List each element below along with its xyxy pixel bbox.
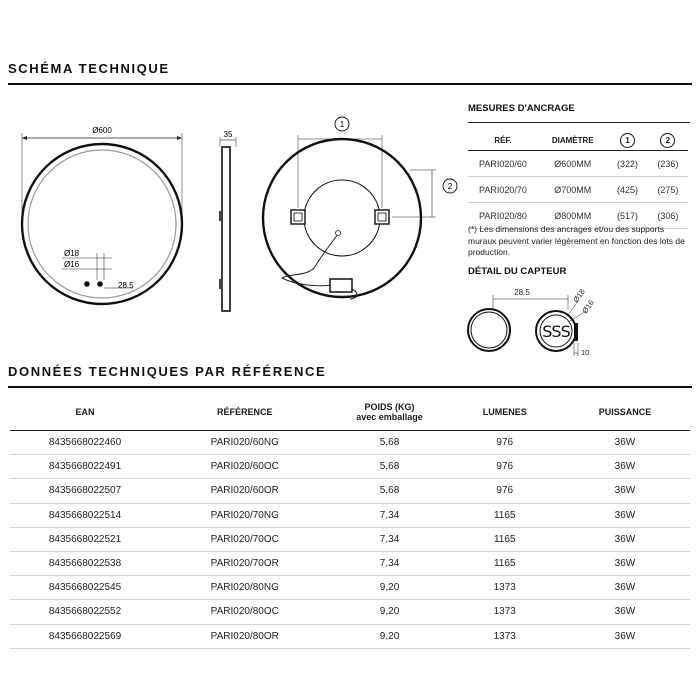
anchors-note: (*) Les dimensions des ancrages et/ou des supports muraux peuvent varier légèrement en fonction des lots de production.: [468, 224, 685, 257]
technical-drawing: [0, 95, 460, 335]
cell-weight: 9,20: [329, 576, 449, 600]
cell-lumens: 976: [450, 431, 560, 455]
hole-16-label: Ø16: [64, 260, 80, 269]
front-width-arrow-right: [177, 136, 182, 140]
cell-ean: 8435668022507: [10, 479, 160, 503]
cell-ref: PARI020/80NG: [160, 576, 329, 600]
cell-weight: 9,20: [329, 624, 449, 648]
table-row: [10, 527, 690, 551]
cell-ean: 8435668022569: [10, 624, 160, 648]
data-header-weight-line2: avec emballage: [356, 412, 423, 422]
data-table: [10, 394, 690, 649]
anchors-header-diameter: DIAMÈTRE: [538, 130, 607, 151]
sensor-width-label: 28.5: [514, 288, 530, 297]
sensor-ring-inner: [471, 312, 507, 348]
cell-lumens: 1373: [450, 576, 560, 600]
anchors-title: MESURES D'ANCRAGE: [468, 103, 575, 114]
anchors-row: [468, 151, 688, 177]
anchor-right-inner: [378, 213, 386, 221]
table-row: [10, 600, 690, 624]
side-clip-top: [219, 211, 222, 221]
table-row: [10, 431, 690, 455]
anchors-ref: PARI020/70: [468, 177, 538, 203]
cell-weight: 7,34: [329, 503, 449, 527]
data-header-ean: EAN: [10, 394, 160, 431]
data-title: DONNÉES TECHNIQUES PAR RÉFÉRENCE: [8, 364, 327, 379]
cell-power: 36W: [560, 624, 690, 648]
anchors-diameter: Ø800MM: [538, 203, 607, 229]
cell-lumens: 976: [450, 455, 560, 479]
sensor-offset-label: 28.5: [118, 281, 134, 290]
table-row: [10, 624, 690, 648]
sensor-drawing: [460, 283, 690, 363]
anchors-header-ref: RÉF.: [468, 130, 538, 151]
cell-ref: PARI020/80OR: [160, 624, 329, 648]
back-driver-box: [330, 279, 352, 292]
sensor-glyph: SSS: [542, 322, 570, 341]
cell-power: 36W: [560, 503, 690, 527]
sensor-ring-outer: [468, 309, 510, 351]
cell-ref: PARI020/60OR: [160, 479, 329, 503]
front-mirror-outer: [22, 144, 182, 304]
cell-ean: 8435668022460: [10, 431, 160, 455]
front-width-arrow-left: [22, 136, 27, 140]
anchors-header-col2: [648, 130, 688, 151]
data-header-weight: [329, 394, 449, 431]
back-mark-2-label: 2: [447, 182, 453, 191]
back-mirror-outer: [263, 139, 421, 297]
cell-ean: 8435668022545: [10, 576, 160, 600]
anchors-value-1: (517): [607, 203, 647, 229]
cell-lumens: 1373: [450, 600, 560, 624]
cell-weight: 5,68: [329, 431, 449, 455]
cell-ref: PARI020/70OC: [160, 527, 329, 551]
cell-weight: 5,68: [329, 455, 449, 479]
cell-power: 36W: [560, 527, 690, 551]
cell-lumens: 1165: [450, 503, 560, 527]
data-header-weight-line1: POIDS (KG): [364, 402, 415, 412]
sensor-dot-right: [97, 281, 103, 287]
data-header-ref: RÉFÉRENCE: [160, 394, 329, 431]
anchors-header-row: [468, 130, 688, 151]
hole-18-label: Ø18: [64, 249, 80, 258]
anchors-value-1: (425): [607, 177, 647, 203]
front-mirror-light-ring: [28, 150, 176, 298]
cell-lumens: 976: [450, 479, 560, 503]
back-center-disk: [304, 180, 380, 256]
sensor-depth-label: 10: [581, 348, 590, 357]
table-row: [10, 479, 690, 503]
cell-lumens: 1165: [450, 527, 560, 551]
back-cable-connector: [336, 231, 341, 236]
cell-lumens: 1373: [450, 624, 560, 648]
cell-ref: PARI020/70NG: [160, 503, 329, 527]
table-row: [10, 551, 690, 575]
cell-ean: 8435668022521: [10, 527, 160, 551]
cell-weight: 9,20: [329, 600, 449, 624]
sensor-title: DÉTAIL DU CAPTEUR: [468, 266, 567, 277]
back-view: [263, 117, 457, 299]
anchor-left-inner: [294, 213, 302, 221]
cell-weight: 5,68: [329, 479, 449, 503]
anchors-ref: PARI020/80: [468, 203, 538, 229]
side-view: [219, 130, 236, 311]
front-view: [22, 126, 182, 304]
cell-power: 36W: [560, 576, 690, 600]
side-clip-bottom: [219, 279, 222, 289]
cell-ean: 8435668022491: [10, 455, 160, 479]
side-depth-label: 35: [223, 130, 233, 139]
cell-ref: PARI020/60NG: [160, 431, 329, 455]
anchors-value-2: (236): [648, 151, 688, 177]
cell-weight: 7,34: [329, 551, 449, 575]
anchors-table: [468, 130, 688, 229]
cell-ean: 8435668022514: [10, 503, 160, 527]
sensor-dia16-label: Ø16: [580, 298, 596, 316]
front-width-label: Ø600: [92, 126, 112, 135]
anchors-value-2: (306): [648, 203, 688, 229]
cell-power: 36W: [560, 600, 690, 624]
anchors-diameter: Ø700MM: [538, 177, 607, 203]
anchors-header-col2-mark: 2: [660, 133, 675, 148]
cell-power: 36W: [560, 551, 690, 575]
sensor-dia18-label: Ø18: [571, 287, 587, 305]
anchors-ref: PARI020/60: [468, 151, 538, 177]
data-title-rule: [8, 386, 692, 388]
sensor-side-profile: [574, 323, 578, 341]
data-header-power: PUISSANCE: [560, 394, 690, 431]
cell-ean: 8435668022538: [10, 551, 160, 575]
cell-ref: PARI020/70OR: [160, 551, 329, 575]
cell-power: 36W: [560, 431, 690, 455]
cell-ref: PARI020/60OC: [160, 455, 329, 479]
cell-lumens: 1165: [450, 551, 560, 575]
table-row: [10, 455, 690, 479]
data-header-lumens: LUMENES: [450, 394, 560, 431]
table-row: [10, 503, 690, 527]
anchors-title-rule: [468, 122, 690, 123]
cell-power: 36W: [560, 479, 690, 503]
side-profile: [222, 147, 230, 311]
anchors-row: [468, 177, 688, 203]
sensor-dot-left: [84, 281, 90, 287]
schema-title-rule: [8, 83, 692, 85]
cell-ean: 8435668022552: [10, 600, 160, 624]
table-row: [10, 576, 690, 600]
anchors-header-col1-mark: 1: [620, 133, 635, 148]
schema-title: SCHÉMA TECHNIQUE: [8, 61, 170, 76]
anchors-value-1: (322): [607, 151, 647, 177]
anchors-value-2: (275): [648, 177, 688, 203]
cell-power: 36W: [560, 455, 690, 479]
data-header-row: [10, 394, 690, 431]
cell-ref: PARI020/80OC: [160, 600, 329, 624]
anchors-header-col1: [607, 130, 647, 151]
anchors-diameter: Ø600MM: [538, 151, 607, 177]
cell-weight: 7,34: [329, 527, 449, 551]
back-mark-1-label: 1: [339, 120, 345, 129]
